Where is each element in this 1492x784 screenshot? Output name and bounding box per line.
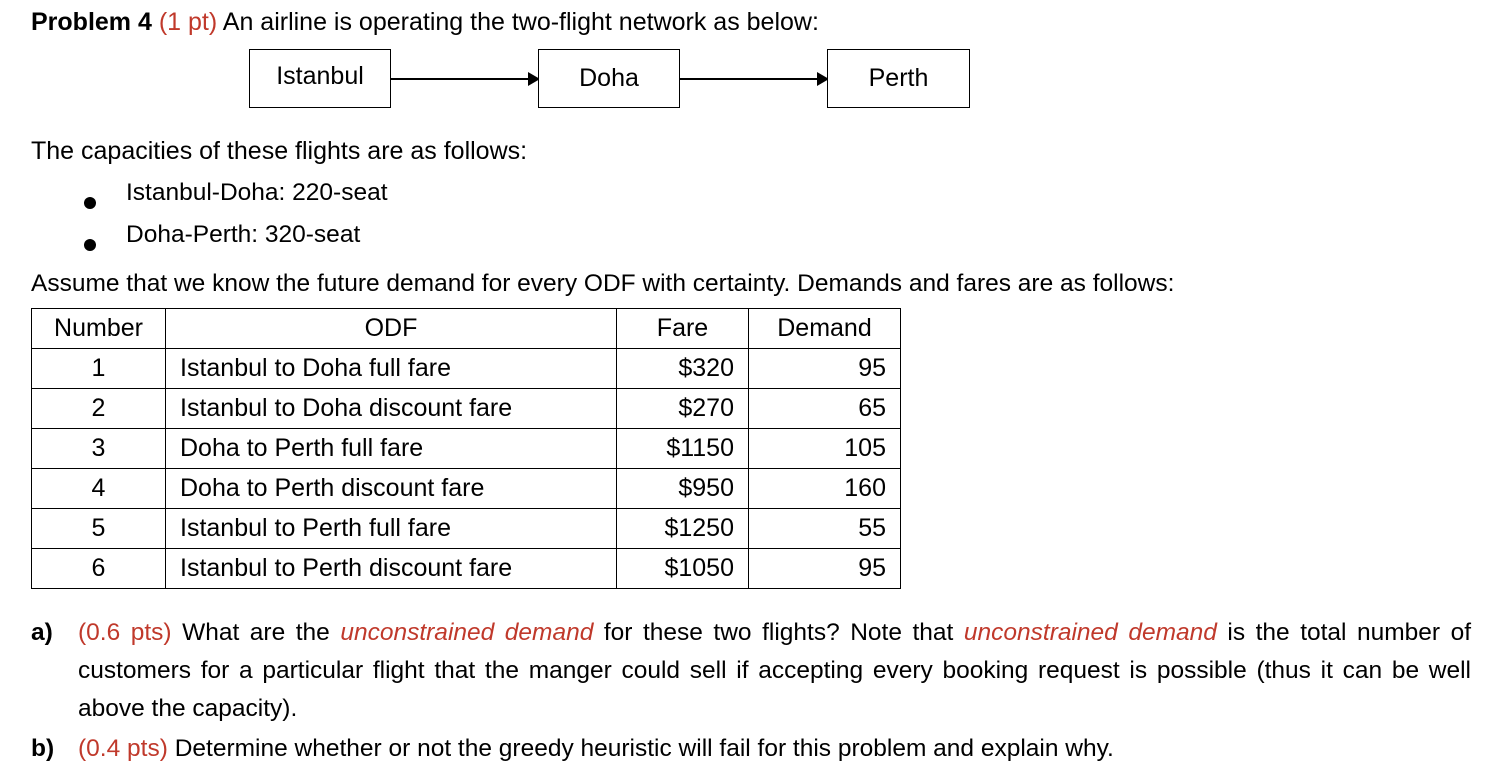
- cell-fare: $1250: [617, 509, 749, 549]
- question-a: [31, 614, 1471, 728]
- node-perth: [827, 49, 970, 108]
- cell-fare: $950: [617, 469, 749, 509]
- node-doha: [538, 49, 680, 108]
- table-row: [32, 509, 901, 549]
- table-row: [32, 349, 901, 389]
- question-a-text2: for these two flights? Note that: [603, 619, 954, 646]
- cell-odf: Istanbul to Doha discount fare: [166, 389, 617, 429]
- arrow-doha-perth: [680, 78, 827, 80]
- cell-odf: Doha to Perth full fare: [166, 429, 617, 469]
- cell-number: 5: [32, 509, 166, 549]
- bullet-icon: [84, 239, 96, 251]
- header-odf: ODF: [166, 309, 617, 349]
- node-istanbul-label: Istanbul: [276, 62, 364, 90]
- cell-number: 1: [32, 349, 166, 389]
- header-number: Number: [32, 309, 166, 349]
- question-b-points: (0.4 pts): [78, 735, 168, 762]
- odf-table: [31, 308, 901, 589]
- node-perth-label: Perth: [868, 64, 929, 92]
- cell-number: 6: [32, 549, 166, 589]
- capacity-item-1: Istanbul-Doha: 220-seat: [126, 179, 388, 206]
- table-row: [32, 429, 901, 469]
- arrow-istanbul-doha: [391, 78, 538, 80]
- cell-fare: $270: [617, 389, 749, 429]
- cell-demand: 105: [749, 429, 901, 469]
- table-header-row: [32, 309, 901, 349]
- cell-number: 3: [32, 429, 166, 469]
- cell-odf: Istanbul to Doha full fare: [166, 349, 617, 389]
- question-b-text: Determine whether or not the greedy heuristic will fail for this problem and explain why.: [174, 735, 1114, 762]
- cell-odf: Istanbul to Perth full fare: [166, 509, 617, 549]
- header-demand: Demand: [749, 309, 901, 349]
- cell-demand: 95: [749, 349, 901, 389]
- table-row: [32, 389, 901, 429]
- cell-odf: Doha to Perth discount fare: [166, 469, 617, 509]
- cell-demand: 65: [749, 389, 901, 429]
- bullet-icon: [84, 197, 96, 209]
- table-row: [32, 469, 901, 509]
- problem-label: Problem 4: [31, 8, 152, 36]
- cell-demand: 160: [749, 469, 901, 509]
- question-a-text1: What are the: [182, 619, 330, 646]
- cell-demand: 55: [749, 509, 901, 549]
- capacity-item-2: Doha-Perth: 320-seat: [126, 221, 361, 248]
- cell-number: 2: [32, 389, 166, 429]
- cell-fare: $320: [617, 349, 749, 389]
- question-b-body: [78, 730, 1471, 768]
- cell-odf: Istanbul to Perth discount fare: [166, 549, 617, 589]
- problem-header: [31, 8, 819, 37]
- problem-intro: An airline is operating the two-flight network as below:: [222, 8, 819, 36]
- node-doha-label: Doha: [579, 64, 639, 92]
- problem-points: (1 pt): [158, 8, 218, 36]
- node-istanbul: [249, 49, 391, 108]
- question-a-points: (0.6 pts): [78, 619, 172, 646]
- cell-fare: $1050: [617, 549, 749, 589]
- question-a-body: [78, 614, 1471, 728]
- cell-demand: 95: [749, 549, 901, 589]
- question-a-term1: unconstrained demand: [340, 619, 594, 646]
- question-a-text3: is the total number of customers for a particular flight that the manger could sell if accepting every booking request is possible (thus it can be well above the capacity).: [78, 619, 1472, 722]
- cell-fare: $1150: [617, 429, 749, 469]
- table-row: [32, 549, 901, 589]
- capacities-heading: The capacities of these flights are as follows:: [31, 137, 528, 165]
- header-fare: Fare: [617, 309, 749, 349]
- question-b-label: b): [31, 735, 55, 762]
- cell-number: 4: [32, 469, 166, 509]
- question-b: [31, 730, 1471, 768]
- demand-intro: Assume that we know the future demand for every ODF with certainty. Demands and fares are as follows:: [31, 270, 1175, 297]
- question-a-label: a): [31, 619, 53, 646]
- question-a-term2: unconstrained demand: [963, 619, 1217, 646]
